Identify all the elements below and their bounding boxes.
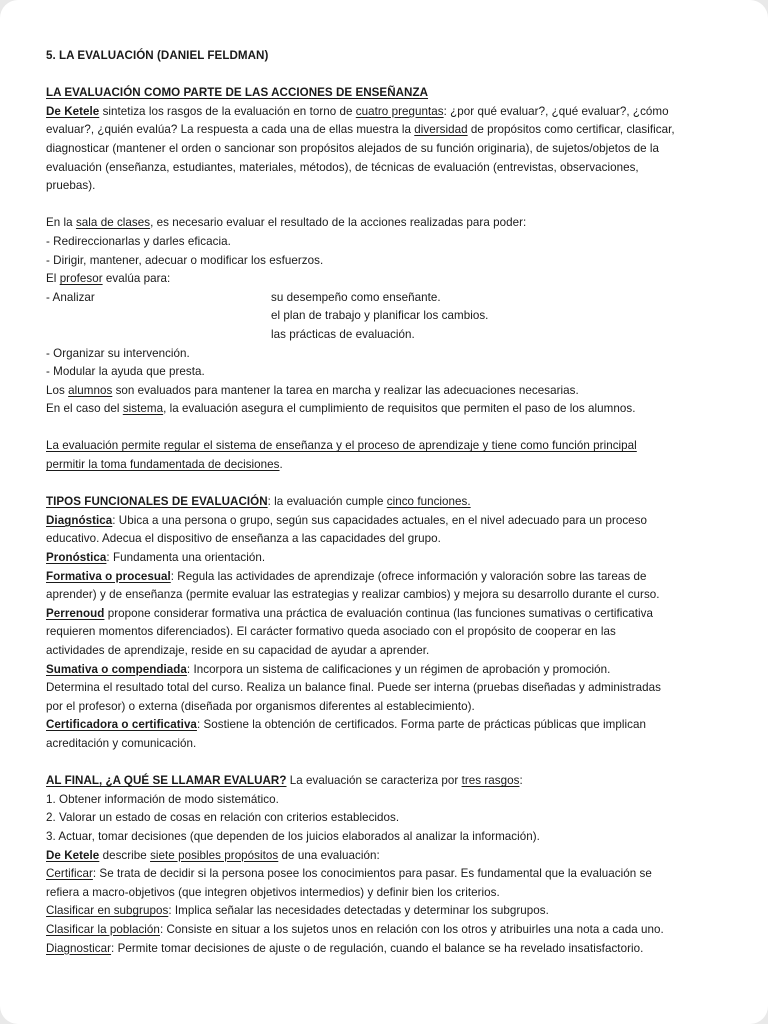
paragraph-line: evaluación (enseñanza, estudiantes, materiales, métodos), de técnicas de evaluación (entrevistas, observaciones, xyxy=(46,160,639,174)
purpose-certificar: Certificar: Se trata de decidir si la persona posee los conocimientos para pasar. Es fundamental que la evaluación se xyxy=(46,867,652,881)
list-item: - Organizar su intervención. xyxy=(46,346,190,360)
paragraph-line: refiera a macro-objetivos (que integren objetivos intermedios) y definir bien los criterios. xyxy=(46,885,500,899)
highlight-statement: La evaluación permite regular el sistema de enseñanza y el proceso de aprendizaje y tiene como función principal xyxy=(46,439,637,453)
paragraph-line: Los alumnos son evaluados para mantener la tarea en marcha y realizar las adecuaciones necesarias. xyxy=(46,383,579,397)
list-item: - Analizar su desempeño como enseñante. xyxy=(46,290,441,304)
paragraph-line: requieren momentos diferenciados). El carácter formativo queda asociado con el propósito de cooperar en las xyxy=(46,625,616,639)
highlight-statement: permitir la toma fundamentada de decisiones. xyxy=(46,458,283,472)
paragraph-line: El profesor evalúa para: xyxy=(46,272,171,286)
paragraph-line: por el profesor) o externa (diseñada por organismos diferentes al establecimiento). xyxy=(46,699,475,713)
purpose-clasificar-subgrupos: Clasificar en subgrupos: Implica señalar las necesidades detectadas y determinar los subgrupos. xyxy=(46,904,549,918)
paragraph-line: educativo. Adecua el dispositivo de enseñanza a las capacidades del grupo. xyxy=(46,532,441,546)
list-item: - Redireccionarlas y darles eficacia. xyxy=(46,234,231,248)
paragraph-line: pruebas). xyxy=(46,179,96,193)
list-item: el plan de trabajo y planificar los cambios. xyxy=(271,309,489,323)
paragraph-line: De Ketele sintetiza los rasgos de la evaluación en torno de cuatro preguntas: ¿por qué evaluar?, ¿qué evaluar?, ¿cómo xyxy=(46,104,669,118)
paragraph-line: aprender) y de enseñanza (permite evaluar las estrategias y realizar cambios) y mejora su desarrollo durante el curso. xyxy=(46,588,660,602)
list-item: las prácticas de evaluación. xyxy=(271,327,415,341)
paragraph-line: En el caso del sistema, la evaluación asegura el cumplimiento de requisitos que permiten el paso de los alumnos. xyxy=(46,402,636,416)
paragraph-line: acreditación y comunicación. xyxy=(46,736,197,750)
list-item: - Modular la ayuda que presta. xyxy=(46,365,205,379)
function-diagnostica: Diagnóstica: Ubica a una persona o grupo, según sus capacidades actuales, en el nivel adecuado para un proceso xyxy=(46,513,648,527)
author-perrenoud-line: Perrenoud propone considerar formativa una práctica de evaluación continua (las funciones sumativas o certificativa xyxy=(46,606,654,620)
section-heading-evaluacion-ensenanza: LA EVALUACIÓN COMO PARTE DE LAS ACCIONES DE ENSEÑANZA xyxy=(46,86,429,100)
author-de-ketele: De Ketele xyxy=(46,104,100,118)
function-pronostica: Pronóstica: Fundamenta una orientación. xyxy=(46,551,266,565)
purpose-diagnosticar: Diagnosticar: Permite tomar decisiones de ajuste o de regulación, cuando el balance se ha revelado insatisfactorio. xyxy=(46,941,644,955)
function-formativa: Formativa o procesual: Regula las actividades de aprendizaje (ofrece información y valoración sobre las tareas de xyxy=(46,569,647,583)
purpose-clasificar-poblacion: Clasificar la población: Consiste en situar a los sujetos unos en relación con los otros y atribuirles una nota a cada uno. xyxy=(46,922,664,936)
paragraph-line: De Ketele describe siete posibles propósitos de una evaluación: xyxy=(46,848,380,862)
section-heading-que-es-evaluar: AL FINAL, ¿A QUÉ SE LLAMAR EVALUAR? La evaluación se caracteriza por tres rasgos: xyxy=(46,774,523,788)
function-certificadora: Certificadora o certificativa: Sostiene la obtención de certificados. Forma parte de prácticas públicas que implican xyxy=(46,718,646,732)
paragraph-line: En la sala de clases, es necesario evaluar el resultado de la acciones realizadas para poder: xyxy=(46,216,527,230)
list-item: 2. Valorar un estado de cosas en relación con criterios establecidos. xyxy=(46,811,400,825)
paragraph-line: Determina el resultado total del curso. Realiza un balance final. Puede ser interna (pruebas diseñadas y administradas xyxy=(46,681,661,695)
section-heading-tipos-funcionales: TIPOS FUNCIONALES DE EVALUACIÓN: la evaluación cumple cinco funciones. xyxy=(46,495,471,509)
paragraph-line: diagnosticar (mantener el orden o sancionar son propósitos alejados de su función originaria), de sujetos/objetos de la xyxy=(46,141,660,155)
page-title: 5. LA EVALUACIÓN (DANIEL FELDMAN) xyxy=(46,49,269,62)
list-item: 1. Obtener información de modo sistemático. xyxy=(46,792,279,806)
function-sumativa: Sumativa o compendiada: Incorpora un sistema de calificaciones y un régimen de aprobación y promoción. xyxy=(46,662,611,676)
paragraph-line: actividades de aprendizaje, reside en su capacidad de ayudar a aprender. xyxy=(46,644,430,657)
list-item: - Dirigir, mantener, adecuar o modificar los esfuerzos. xyxy=(46,253,324,267)
list-item: 3. Actuar, tomar decisiones (que dependen de los juicios elaborados al analizar la información). xyxy=(46,829,540,843)
paragraph-line: evaluar?, ¿quién evalúa? La respuesta a cada una de ellas muestra la diversidad de propósitos como certificar, clasificar, xyxy=(46,123,675,137)
